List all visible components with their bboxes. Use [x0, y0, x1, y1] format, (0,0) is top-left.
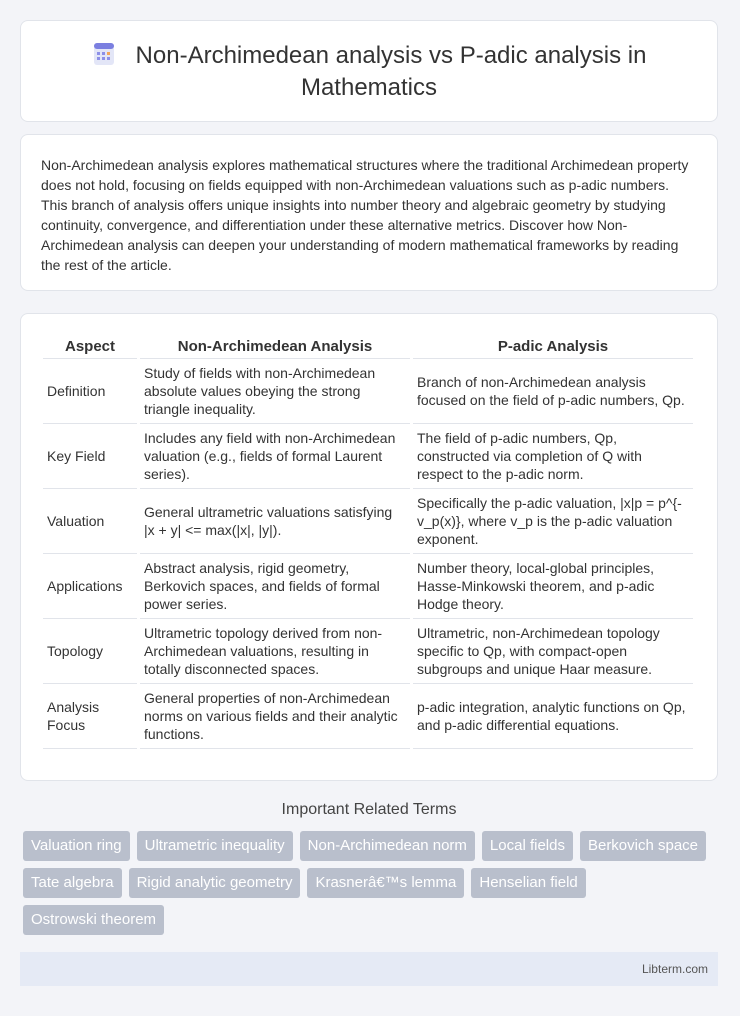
cell-aspect: Key Field — [43, 424, 137, 489]
cell-non-archimedean: General properties of non-Archimedean norms on various fields and their analytic functions. — [140, 684, 410, 749]
related-terms-list — [20, 831, 718, 935]
table-row — [43, 684, 693, 749]
cell-p-adic: p-adic integration, analytic functions on Qp, and p-adic differential equations. — [413, 684, 693, 749]
related-term-tag[interactable]: Local fields — [482, 831, 573, 861]
table-row — [43, 359, 693, 424]
cell-non-archimedean: Abstract analysis, rigid geometry, Berkovich spaces, and fields of formal power series. — [140, 554, 410, 619]
cell-non-archimedean: Ultrametric topology derived from non-Archimedean valuations, resulting in totally disconnected spaces. — [140, 619, 410, 684]
footer-brand-link[interactable]: Libterm.com — [641, 962, 708, 976]
cell-non-archimedean: General ultrametric valuations satisfying |x + y| <= max(|x|, |y|). — [140, 489, 410, 554]
header-p-adic: P-adic Analysis — [413, 334, 693, 359]
cell-aspect: Topology — [43, 619, 137, 684]
related-term-tag[interactable]: Berkovich space — [580, 831, 706, 861]
table-header-row — [43, 334, 693, 359]
cell-p-adic: Number theory, local-global principles, Hasse-Minkowski theorem, and p-adic Hodge theory. — [413, 554, 693, 619]
intro-paragraph: Non-Archimedean analysis explores mathematical structures where the traditional Archimedean property does not hold, focusing on fields equipped with non-Archimedean valuations such as p-adic numbers. This branch of analysis offers unique insights into number theory and algebraic geometry by studying continuity, convergence, and differentiation under these alternative metrics. Discover how Non-Archimedean analysis can deepen your understanding of modern mathematical frameworks by reading the rest of the article. — [41, 157, 689, 273]
table-row — [43, 424, 693, 489]
page-title: Non-Archimedean analysis vs P-adic analysis in Mathematics — [135, 41, 647, 101]
cell-p-adic: Specifically the p-adic valuation, |x|p = p^{-v_p(x)}, where v_p is the p-adic valuation exponent. — [413, 489, 693, 554]
cell-aspect: Analysis Focus — [43, 684, 137, 749]
footer — [20, 952, 718, 986]
comparison-card — [20, 313, 718, 781]
table-row — [43, 619, 693, 684]
header-non-archimedean: Non-Archimedean Analysis — [140, 334, 410, 359]
related-term-tag[interactable]: Rigid analytic geometry — [129, 868, 301, 898]
cell-non-archimedean: Study of fields with non-Archimedean absolute values obeying the strong triangle inequality. — [140, 359, 410, 424]
intro-card — [20, 134, 718, 291]
related-term-tag[interactable]: Non-Archimedean norm — [300, 831, 475, 861]
table-row — [43, 554, 693, 619]
table-row — [43, 489, 693, 554]
cell-p-adic: The field of p-adic numbers, Qp, constructed via completion of Q with respect to the p-adic norm. — [413, 424, 693, 489]
related-terms-title: Important Related Terms — [281, 801, 457, 818]
related-term-tag[interactable]: Valuation ring — [23, 831, 130, 861]
page-title-container — [69, 41, 669, 102]
related-term-tag[interactable]: Krasnerâ€™s lemma — [307, 868, 464, 898]
cell-p-adic: Branch of non-Archimedean analysis focused on the field of p-adic numbers, Qp. — [413, 359, 693, 424]
cell-aspect: Applications — [43, 554, 137, 619]
cell-aspect: Valuation — [43, 489, 137, 554]
comparison-table — [40, 334, 696, 749]
cell-aspect: Definition — [43, 359, 137, 424]
cell-p-adic: Ultrametric, non-Archimedean topology specific to Qp, with compact-open subgroups and unique Haar measure. — [413, 619, 693, 684]
related-terms-section — [20, 801, 718, 935]
related-term-tag[interactable]: Henselian field — [471, 868, 585, 898]
related-term-tag[interactable]: Tate algebra — [23, 868, 122, 898]
related-term-tag[interactable]: Ostrowski theorem — [23, 905, 164, 935]
header-aspect: Aspect — [43, 334, 137, 359]
title-card — [20, 20, 718, 122]
cell-non-archimedean: Includes any field with non-Archimedean valuation (e.g., fields of formal Laurent series). — [140, 424, 410, 489]
related-term-tag[interactable]: Ultrametric inequality — [137, 831, 293, 861]
document-icon — [92, 42, 116, 73]
